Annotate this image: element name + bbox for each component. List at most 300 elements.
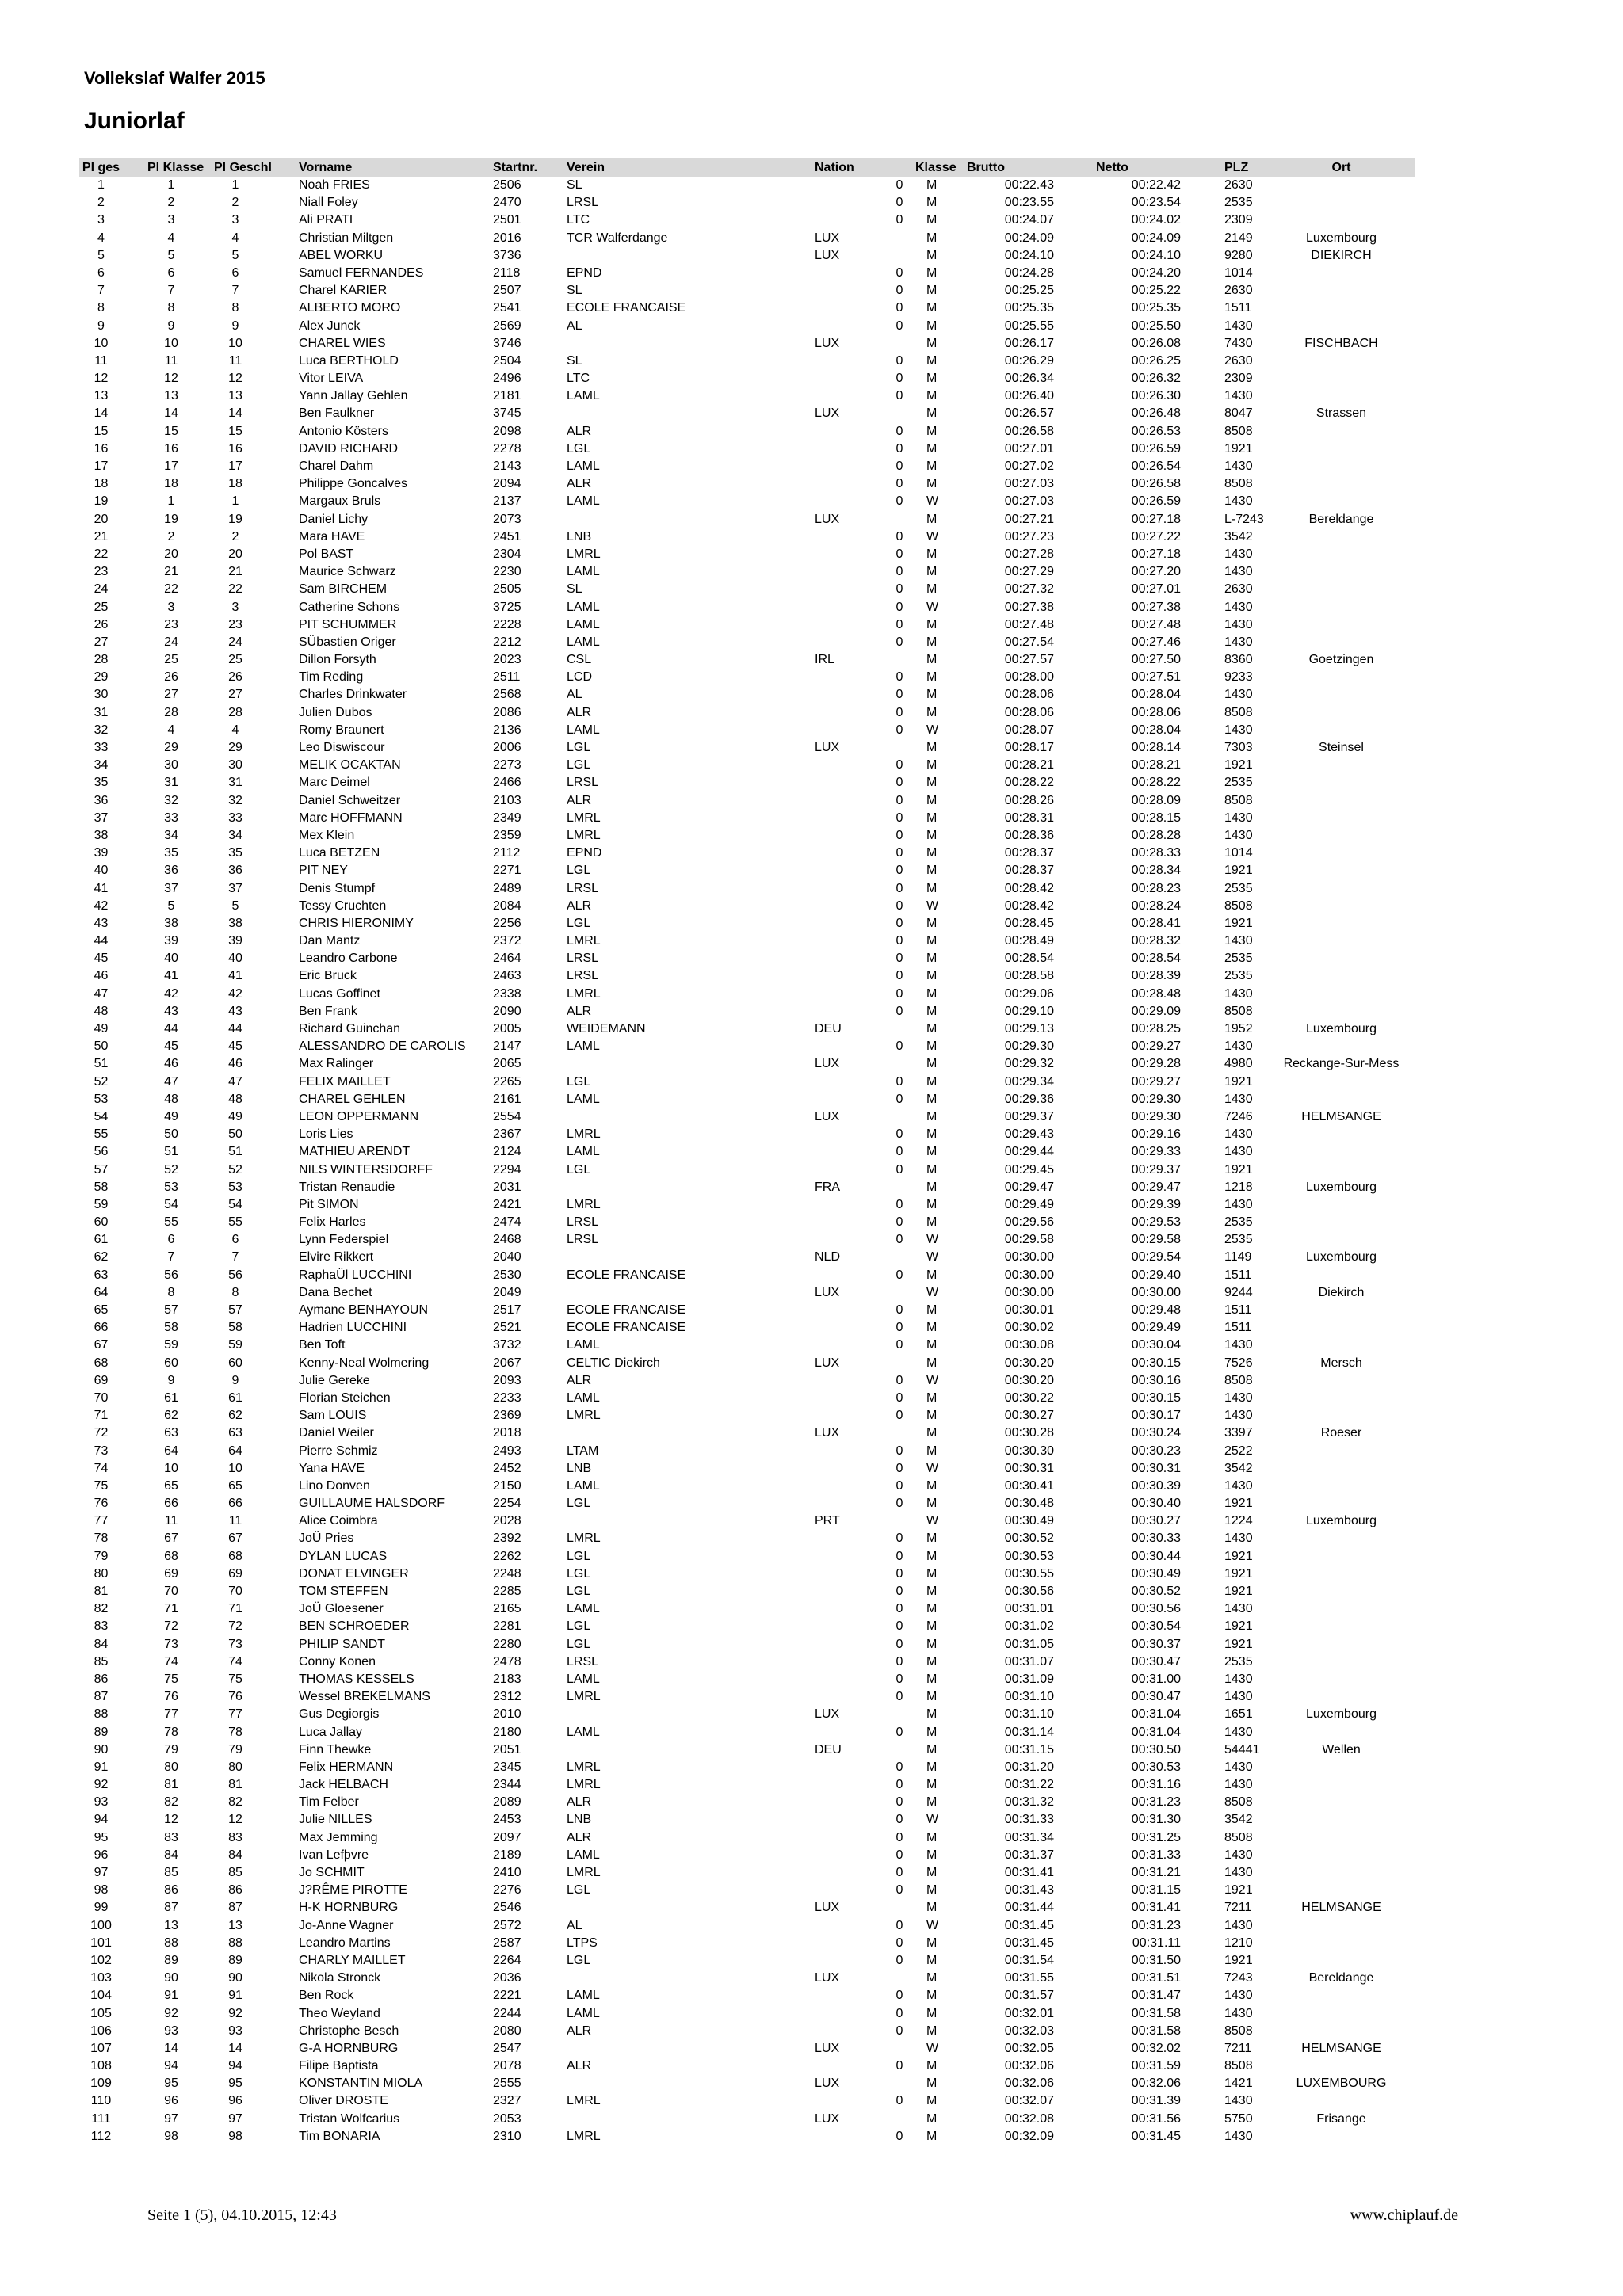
table-row: [79, 933, 1415, 950]
cell-flag: 0: [896, 1197, 903, 1211]
cell-klasse: M: [926, 1707, 938, 1722]
cell-pl-klasse: 87: [164, 1901, 178, 1915]
cell-vorname: JoÜ Gloesener: [299, 1602, 384, 1616]
cell-nation: LUX: [815, 248, 840, 262]
cell-pl-geschl: 78: [228, 1725, 242, 1739]
cell-brutto: 00:31.14: [1004, 1725, 1054, 1739]
cell-ort: Steinsel: [1319, 741, 1364, 754]
cell-flag: 0: [896, 758, 903, 772]
cell-pl-klasse: 8: [167, 1285, 175, 1299]
cell-pl-geschl: 81: [228, 1778, 242, 1792]
table-row: [79, 1864, 1415, 1882]
cell-pl-klasse: 48: [164, 1092, 178, 1106]
cell-pl-klasse: 60: [164, 1356, 178, 1370]
cell-pl-geschl: 2: [231, 529, 239, 543]
cell-klasse: M: [926, 301, 938, 315]
cell-ort: Luxembourg: [1306, 231, 1377, 245]
cell-pl-klasse: 6: [167, 1233, 175, 1247]
cell-pl-klasse: 58: [164, 1321, 178, 1335]
cell-netto: 00:27.48: [1131, 617, 1181, 631]
cell-netto: 00:28.48: [1131, 986, 1181, 1001]
cell-brutto: 00:28.00: [1004, 670, 1054, 685]
table-row: [79, 704, 1415, 722]
cell-pl-ges: 56: [94, 1145, 109, 1159]
table-row: [79, 616, 1415, 634]
cell-ort: Strassen: [1316, 406, 1367, 421]
cell-netto: 00:26.58: [1131, 477, 1181, 491]
cell-pl-geschl: 65: [228, 1478, 242, 1493]
cell-flag: 0: [896, 1585, 903, 1598]
table-row: [79, 370, 1415, 387]
cell-netto: 00:29.28: [1131, 1057, 1181, 1071]
cell-pl-geschl: 20: [228, 547, 242, 561]
cell-brutto: 00:30.55: [1004, 1566, 1054, 1581]
cell-flag: 0: [896, 1918, 903, 1932]
cell-plz: 8508: [1224, 2023, 1253, 2038]
cell-vorname: PIT SCHUMMER: [299, 617, 397, 631]
cell-verein: LGL: [567, 1953, 591, 1967]
cell-netto: 00:26.48: [1131, 406, 1181, 421]
cell-brutto: 00:29.30: [1004, 1039, 1054, 1054]
table-row: [79, 1987, 1415, 2004]
cell-netto: 00:31.33: [1131, 1848, 1181, 1862]
cell-pl-klasse: 50: [164, 1127, 178, 1142]
cell-pl-klasse: 14: [164, 406, 178, 421]
cell-vorname: Daniel Lichy: [299, 512, 369, 526]
cell-klasse: M: [926, 705, 938, 719]
cell-brutto: 00:32.06: [1004, 2077, 1054, 2091]
cell-pl-geschl: 63: [228, 1426, 242, 1440]
cell-pl-klasse: 13: [164, 1918, 178, 1932]
cell-verein: SL: [567, 284, 582, 298]
cell-flag: 0: [896, 284, 903, 298]
cell-klasse: W: [926, 1373, 939, 1387]
cell-startnr: 2278: [493, 441, 521, 456]
cell-startnr: 2118: [493, 265, 521, 280]
table-row: [79, 2111, 1415, 2128]
cell-netto: 00:29.53: [1131, 1215, 1181, 1230]
cell-pl-geschl: 41: [228, 969, 242, 983]
cell-pl-klasse: 76: [164, 1690, 178, 1704]
table-row: [79, 1179, 1415, 1196]
cell-vorname: Ben Faulkner: [299, 406, 375, 421]
cell-plz: 8508: [1224, 477, 1253, 491]
cell-verein: LGL: [567, 1619, 591, 1634]
cell-pl-klasse: 24: [164, 635, 178, 649]
cell-klasse: M: [926, 1654, 938, 1669]
cell-pl-geschl: 91: [228, 1989, 242, 2003]
cell-pl-geschl: 23: [228, 617, 242, 631]
header-pl-ges: Pl ges: [82, 161, 120, 174]
cell-nation: LUX: [815, 1356, 840, 1370]
cell-pl-ges: 4: [97, 231, 105, 245]
cell-plz: 1921: [1224, 1619, 1253, 1634]
cell-pl-geschl: 21: [228, 565, 242, 579]
cell-klasse: M: [926, 1672, 938, 1686]
cell-verein: LGL: [567, 741, 591, 754]
cell-ort: FISCHBACH: [1304, 336, 1378, 350]
cell-klasse: M: [926, 810, 938, 825]
cell-pl-geschl: 43: [228, 1004, 242, 1018]
cell-plz: 3542: [1224, 1813, 1253, 1827]
cell-brutto: 00:28.42: [1004, 898, 1054, 913]
table-row: [79, 177, 1415, 194]
cell-plz: 7246: [1224, 1109, 1253, 1123]
cell-pl-geschl: 85: [228, 1866, 242, 1879]
cell-pl-geschl: 49: [228, 1109, 242, 1123]
cell-pl-klasse: 31: [164, 776, 178, 790]
cell-pl-geschl: 10: [228, 1461, 242, 1475]
cell-verein: LRSL: [567, 881, 599, 895]
cell-pl-klasse: 40: [164, 952, 178, 966]
cell-flag: 0: [896, 723, 903, 737]
cell-brutto: 00:31.43: [1004, 1883, 1054, 1897]
cell-flag: 0: [896, 2006, 903, 2020]
table-row: [79, 986, 1415, 1003]
cell-ort: Roeser: [1320, 1426, 1362, 1440]
cell-netto: 00:30.27: [1131, 1514, 1181, 1528]
table-row: [79, 1583, 1415, 1600]
cell-verein: LNB: [567, 1461, 592, 1475]
cell-flag: 0: [896, 952, 903, 966]
cell-netto: 00:30.15: [1131, 1356, 1181, 1370]
cell-ort: Reckange-Sur-Mess: [1283, 1057, 1400, 1071]
cell-pl-ges: 17: [94, 460, 109, 473]
cell-nation: LUX: [815, 1057, 840, 1071]
cell-pl-klasse: 12: [164, 1813, 178, 1827]
header-brutto: Brutto: [967, 161, 1005, 174]
cell-vorname: Yann Jallay Gehlen: [299, 389, 408, 403]
cell-klasse: W: [926, 529, 939, 543]
table-row: [79, 810, 1415, 827]
cell-pl-klasse: 35: [164, 846, 178, 860]
table-row: [79, 1688, 1415, 1706]
cell-netto: 00:30.47: [1131, 1690, 1181, 1704]
cell-pl-ges: 68: [94, 1356, 109, 1370]
cell-plz: 1430: [1224, 1092, 1253, 1106]
cell-netto: 00:30.53: [1131, 1760, 1181, 1774]
cell-verein: LRSL: [567, 1233, 599, 1247]
cell-nation: LUX: [815, 1426, 840, 1440]
cell-klasse: M: [926, 2077, 938, 2091]
cell-plz: 1430: [1224, 600, 1253, 614]
cell-pl-geschl: 72: [228, 1619, 242, 1634]
cell-klasse: M: [926, 1197, 938, 1211]
cell-startnr: 2517: [493, 1303, 521, 1317]
cell-klasse: M: [926, 2129, 938, 2143]
cell-netto: 00:30.44: [1131, 1549, 1181, 1563]
cell-brutto: 00:22.43: [1004, 178, 1054, 192]
cell-vorname: Marc HOFFMANN: [299, 810, 403, 825]
cell-vorname: Dan Mantz: [299, 934, 361, 948]
cell-netto: 00:26.30: [1131, 389, 1181, 403]
cell-startnr: 2568: [493, 688, 521, 702]
cell-klasse: M: [926, 1989, 938, 2003]
cell-klasse: M: [926, 1901, 938, 1915]
cell-pl-klasse: 64: [164, 1444, 178, 1458]
cell-pl-geschl: 48: [228, 1092, 242, 1106]
cell-plz: 1430: [1224, 460, 1253, 473]
cell-flag: 0: [896, 318, 903, 333]
cell-pl-geschl: 24: [228, 635, 242, 649]
cell-ort: LUXEMBOURG: [1296, 2077, 1387, 2091]
cell-vorname: Lino Donven: [299, 1478, 370, 1493]
cell-plz: 1430: [1224, 1039, 1253, 1054]
cell-plz: 1430: [1224, 1725, 1253, 1739]
cell-vorname: PHILIP SANDT: [299, 1637, 386, 1651]
cell-flag: 0: [896, 1145, 903, 1159]
cell-flag: 0: [896, 1725, 903, 1739]
cell-pl-geschl: 25: [228, 653, 242, 667]
cell-pl-geschl: 13: [228, 389, 242, 403]
cell-netto: 00:31.00: [1131, 1672, 1181, 1686]
cell-vorname: Kenny-Neal Wolmering: [299, 1356, 430, 1370]
cell-klasse: M: [926, 1426, 938, 1440]
cell-brutto: 00:26.17: [1004, 336, 1054, 350]
cell-vorname: Ben Rock: [299, 1989, 354, 2003]
cell-plz: 1430: [1224, 723, 1253, 737]
cell-plz: 2535: [1224, 881, 1253, 895]
cell-netto: 00:28.33: [1131, 846, 1181, 860]
cell-plz: 1210: [1224, 1936, 1253, 1950]
cell-flag: 0: [896, 617, 903, 631]
cell-klasse: M: [926, 1778, 938, 1792]
cell-vorname: Max Jemming: [299, 1830, 378, 1844]
cell-verein: LAML: [567, 1145, 600, 1159]
cell-klasse: W: [926, 1918, 939, 1932]
cell-klasse: M: [926, 213, 938, 227]
cell-pl-ges: 22: [94, 547, 109, 561]
cell-flag: 0: [896, 372, 903, 386]
cell-brutto: 00:29.32: [1004, 1057, 1054, 1071]
cell-pl-klasse: 5: [167, 248, 175, 262]
cell-brutto: 00:31.41: [1004, 1866, 1054, 1879]
table-row: [79, 265, 1415, 282]
cell-verein: ECOLE FRANCAISE: [567, 1268, 686, 1282]
cell-pl-geschl: 52: [228, 1162, 242, 1177]
cell-verein: LMRL: [567, 828, 601, 842]
cell-klasse: W: [926, 1813, 939, 1827]
cell-pl-ges: 8: [97, 301, 105, 315]
cell-netto: 00:31.50: [1131, 1953, 1181, 1967]
cell-pl-ges: 61: [94, 1233, 109, 1247]
cell-vorname: Luca BETZEN: [299, 846, 380, 860]
cell-pl-geschl: 89: [228, 1953, 242, 1967]
table-row: [79, 546, 1415, 563]
cell-plz: 3542: [1224, 1461, 1253, 1475]
cell-pl-ges: 3: [97, 213, 105, 227]
cell-klasse: M: [926, 1742, 938, 1756]
cell-plz: 2535: [1224, 776, 1253, 790]
table-row: [79, 1618, 1415, 1635]
cell-brutto: 00:27.02: [1004, 460, 1054, 473]
cell-pl-geschl: 69: [228, 1566, 242, 1581]
cell-startnr: 2262: [493, 1549, 521, 1563]
cell-plz: 4980: [1224, 1057, 1253, 1071]
cell-pl-ges: 75: [94, 1478, 109, 1493]
cell-startnr: 2016: [493, 231, 521, 245]
cell-plz: 8047: [1224, 406, 1253, 421]
cell-flag: 0: [896, 301, 903, 315]
cell-netto: 00:31.51: [1131, 1971, 1181, 1985]
cell-netto: 00:31.11: [1132, 1936, 1181, 1950]
cell-startnr: 2097: [493, 1830, 521, 1844]
cell-pl-klasse: 26: [164, 670, 178, 685]
cell-netto: 00:29.30: [1131, 1092, 1181, 1106]
cell-brutto: 00:25.25: [1004, 284, 1054, 298]
cell-vorname: Leandro Martins: [299, 1936, 391, 1950]
cell-brutto: 00:31.15: [1004, 1742, 1054, 1756]
cell-startnr: 2310: [493, 2129, 521, 2143]
cell-plz: 1921: [1224, 758, 1253, 772]
table-row: [79, 581, 1415, 598]
cell-startnr: 2265: [493, 1074, 521, 1089]
cell-plz: 1430: [1224, 1690, 1253, 1704]
cell-flag: 0: [896, 1830, 903, 1844]
cell-startnr: 2053: [493, 2111, 521, 2126]
cell-brutto: 00:26.29: [1004, 353, 1054, 368]
cell-flag: 0: [896, 1303, 903, 1317]
cell-verein: EPND: [567, 265, 602, 280]
cell-klasse: M: [926, 969, 938, 983]
cell-plz: 1921: [1224, 864, 1253, 878]
cell-klasse: M: [926, 1356, 938, 1370]
cell-klasse: M: [926, 1022, 938, 1035]
cell-vorname: DAVID RICHARD: [299, 441, 399, 456]
cell-pl-klasse: 12: [164, 372, 178, 386]
cell-netto: 00:30.04: [1131, 1338, 1181, 1352]
cell-pl-geschl: 86: [228, 1883, 242, 1897]
cell-pl-klasse: 3: [167, 600, 175, 614]
cell-startnr: 2501: [493, 213, 521, 227]
cell-pl-ges: 105: [90, 2006, 112, 2020]
cell-vorname: Marc Deimel: [299, 776, 370, 790]
cell-ort: Luxembourg: [1306, 1180, 1377, 1194]
cell-flag: 0: [896, 881, 903, 895]
cell-pl-geschl: 12: [228, 1813, 242, 1827]
cell-plz: 1430: [1224, 1478, 1253, 1493]
table-row: [79, 1108, 1415, 1126]
cell-vorname: GUILLAUME HALSDORF: [299, 1497, 445, 1511]
cell-brutto: 00:30.53: [1004, 1549, 1054, 1563]
cell-plz: 2630: [1224, 582, 1253, 597]
cell-plz: 1952: [1224, 1022, 1253, 1035]
cell-pl-geschl: 1: [231, 494, 239, 509]
cell-pl-ges: 91: [94, 1760, 109, 1774]
cell-pl-ges: 6: [97, 265, 105, 280]
cell-klasse: M: [926, 1497, 938, 1511]
cell-pl-geschl: 17: [228, 460, 242, 473]
cell-klasse: M: [926, 441, 938, 456]
cell-flag: 0: [896, 1390, 903, 1405]
cell-pl-klasse: 71: [164, 1602, 178, 1616]
cell-verein: ALR: [567, 898, 592, 913]
cell-pl-klasse: 90: [164, 1971, 178, 1985]
cell-flag: 0: [896, 705, 903, 719]
cell-klasse: M: [926, 881, 938, 895]
cell-pl-klasse: 66: [164, 1497, 178, 1511]
cell-netto: 00:31.25: [1131, 1830, 1181, 1844]
cell-startnr: 2474: [493, 1215, 521, 1230]
cell-pl-ges: 51: [94, 1057, 109, 1071]
cell-plz: 3542: [1224, 529, 1253, 543]
cell-startnr: 2344: [493, 1778, 521, 1792]
cell-verein: LGL: [567, 1162, 591, 1177]
cell-vorname: Pit SIMON: [299, 1197, 359, 1211]
cell-plz: 1921: [1224, 1883, 1253, 1897]
cell-pl-geschl: 7: [231, 1250, 239, 1264]
cell-pl-ges: 78: [94, 1531, 109, 1546]
cell-pl-klasse: 59: [164, 1338, 178, 1352]
cell-flag: 0: [896, 1760, 903, 1774]
cell-vorname: Loris Lies: [299, 1127, 353, 1142]
cell-pl-ges: 44: [94, 934, 109, 948]
cell-pl-klasse: 2: [167, 196, 175, 210]
cell-flag: 0: [896, 776, 903, 790]
cell-pl-ges: 37: [94, 810, 109, 825]
cell-nation: LUX: [815, 2111, 840, 2126]
website-credit: www.chiplauf.de: [1350, 2206, 1458, 2224]
cell-startnr: 2264: [493, 1953, 521, 1967]
cell-klasse: M: [926, 406, 938, 421]
cell-verein: CSL: [567, 653, 592, 667]
header-pl-klasse: Pl Klasse: [147, 161, 204, 174]
cell-pl-geschl: 97: [228, 2111, 242, 2126]
cell-klasse: M: [926, 284, 938, 298]
cell-pl-geschl: 6: [231, 1233, 239, 1247]
cell-klasse: M: [926, 1039, 938, 1054]
cell-vorname: Elvire Rikkert: [299, 1250, 374, 1264]
cell-flag: 0: [896, 2094, 903, 2108]
cell-startnr: 2073: [493, 512, 521, 526]
cell-pl-klasse: 41: [164, 969, 178, 983]
cell-pl-klasse: 54: [164, 1197, 178, 1211]
cell-pl-ges: 39: [94, 846, 109, 860]
cell-brutto: 00:30.00: [1004, 1268, 1054, 1282]
cell-vorname: Luca Jallay: [299, 1725, 363, 1739]
cell-pl-ges: 31: [94, 705, 109, 719]
cell-plz: 1430: [1224, 934, 1253, 948]
header-verein: Verein: [567, 161, 605, 174]
cell-flag: 0: [896, 670, 903, 685]
cell-flag: 0: [896, 1233, 903, 1247]
cell-brutto: 00:30.56: [1004, 1585, 1054, 1598]
cell-netto: 00:24.02: [1131, 213, 1181, 227]
cell-pl-ges: 80: [94, 1566, 109, 1581]
header-ort: Ort: [1331, 161, 1351, 174]
cell-pl-ges: 41: [94, 881, 109, 895]
cell-brutto: 00:24.07: [1004, 213, 1054, 227]
cell-pl-klasse: 96: [164, 2094, 178, 2108]
cell-klasse: M: [926, 1531, 938, 1546]
table-row: [79, 1566, 1415, 1583]
cell-pl-klasse: 94: [164, 2059, 178, 2073]
cell-klasse: M: [926, 1795, 938, 1810]
cell-brutto: 00:30.49: [1004, 1514, 1054, 1528]
cell-vorname: Ivan Lefþvre: [299, 1848, 369, 1862]
cell-netto: 00:31.23: [1131, 1918, 1181, 1932]
cell-nation: LUX: [815, 1971, 840, 1985]
cell-verein: LMRL: [567, 1409, 601, 1423]
cell-pl-klasse: 34: [164, 828, 178, 842]
cell-vorname: CHRIS HIERONIMY: [299, 916, 414, 930]
cell-klasse: M: [926, 1883, 938, 1897]
cell-plz: 1430: [1224, 1778, 1253, 1792]
cell-nation: IRL: [815, 653, 834, 667]
cell-klasse: M: [926, 828, 938, 842]
cell-vorname: DYLAN LUCAS: [299, 1549, 388, 1563]
cell-vorname: Leandro Carbone: [299, 952, 398, 966]
